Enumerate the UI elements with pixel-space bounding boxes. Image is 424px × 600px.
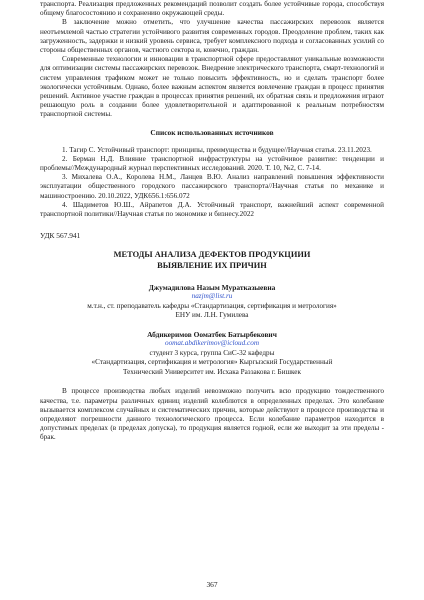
reference-item-2: 2. Берман Н.Д. Влияние транспортной инфраструктуры на устойчивое развитие: тенденции и проблемы//Международный журнал перспективных исследований. 2020. Т. 10, №2, С. 7-14. xyxy=(40,154,384,173)
author-2-affiliation-line-3: Технический Университет им. Исхака Раззакова г. Бишкек xyxy=(123,367,301,376)
reference-item-4: 4. Шадиметов Ю.Ш., Айрапетов Д.А. Устойчивый транспорт, важнейший аспект современной транспортной политики//Научная статья по экономике и бизнесу.2022 xyxy=(40,200,384,219)
author-1-name: Джумадилова Назым Муратказыевна xyxy=(148,283,276,293)
author-1-email-link[interactable]: nazjm@list.ru xyxy=(191,292,233,301)
article-title xyxy=(40,249,384,271)
article-title-line-1: МЕТОДЫ АНАЛИЗА ДЕФЕКТОВ ПРОДУКЦИИИ xyxy=(113,250,311,260)
paragraph-top-3: Современные технологии и инновации в транспортной сфере предоставляют уникальные возможности для оптимизации системы пассажирских перевозок. Внедрение электрического транспорта, смарт-технологий и систем управления трафиком может не только повысить эффективность, но и сделать транспорт более экологически устойчивым. Однако, более важным аспектом является вовлечение граждан в процесс принятия решений. Активное участие граждан в процессах принятия решений, их обратная связь и предложения играют решающую роль в создании более удовлетворительной и адаптированной к реальным потребностям транспортной системы. xyxy=(40,55,384,119)
body-paragraph: В процессе производства любых изделий невозможно получить всю продукцию тождественного качества, т.е. параметры различных единиц изделий колеблются в определенных пределах. Это колебание вызывается комплексом случайных и систематических причин, которые действуют в процессе производства и определяют погрешности данного технологического процесса. Если колебание параметров находится в допустимых пределах (в пределах допуска), то продукция является годной, если же выходит за эти пределы - брак. xyxy=(40,387,384,442)
author-2-name: Абдикеримов Ооматбек Батырбекович xyxy=(147,330,277,340)
author-2-affiliation-line-1: студент 3 курса, группа СиС-32 кафедры xyxy=(149,348,275,357)
reference-item-1: 1. Тагир С. Устойчивый транспорт: принципы, преимущества и будущее//Научная статья. 23.11.2023. xyxy=(62,145,372,154)
page-number: 367 xyxy=(206,580,218,589)
author-1-affiliation-line-1: м.т.н., ст. преподаватель кафедры «Стандартизация, сертификация и метрология» xyxy=(87,301,337,310)
article-title-line-2: ВЫЯВЛЕНИЕ ИХ ПРИЧИН xyxy=(157,261,267,271)
paragraph-top-1: транспорта. Реализация предложенных рекомендаций позволит создать более устойчивые города, способствуя общему благосостоянию и сохранению окружающей среды. xyxy=(40,0,384,18)
author-1-affiliation-line-2: ЕНУ им. Л.Н. Гумилева xyxy=(175,311,249,320)
paragraph-top-2: В заключение можно отметить, что улучшение качества пассажирских перевозок является неотъемлемой частью стратегии устойчивого развития современных городов. Преодоление проблем, таких как загруженность, задержки и низкий уровень сервиса, требует комплексного подхода и согласованных усилий со стороны общественных органов, частного сектора и, конечно, граждан. xyxy=(40,18,384,55)
author-2-email-link[interactable]: oomat.abdikerimov@icloud.com xyxy=(164,339,260,348)
reference-item-3: 3. Михалева О.А., Королева Н.М., Ланцев В.Ю. Анализ направлений повышения эффективности эксплуатации общественного городского пассажирского транспорта//Научная статья по механике и машиностроению. 20.10.2022, УДК656.1:656.072 xyxy=(40,173,384,200)
sources-heading: Список использованных источников xyxy=(150,127,274,137)
udc-code: УДК 567.941 xyxy=(40,231,81,241)
author-2-affiliation-line-2: «Стандартизация, сертификация и метрология» Кыргызский Государственный xyxy=(91,358,333,367)
